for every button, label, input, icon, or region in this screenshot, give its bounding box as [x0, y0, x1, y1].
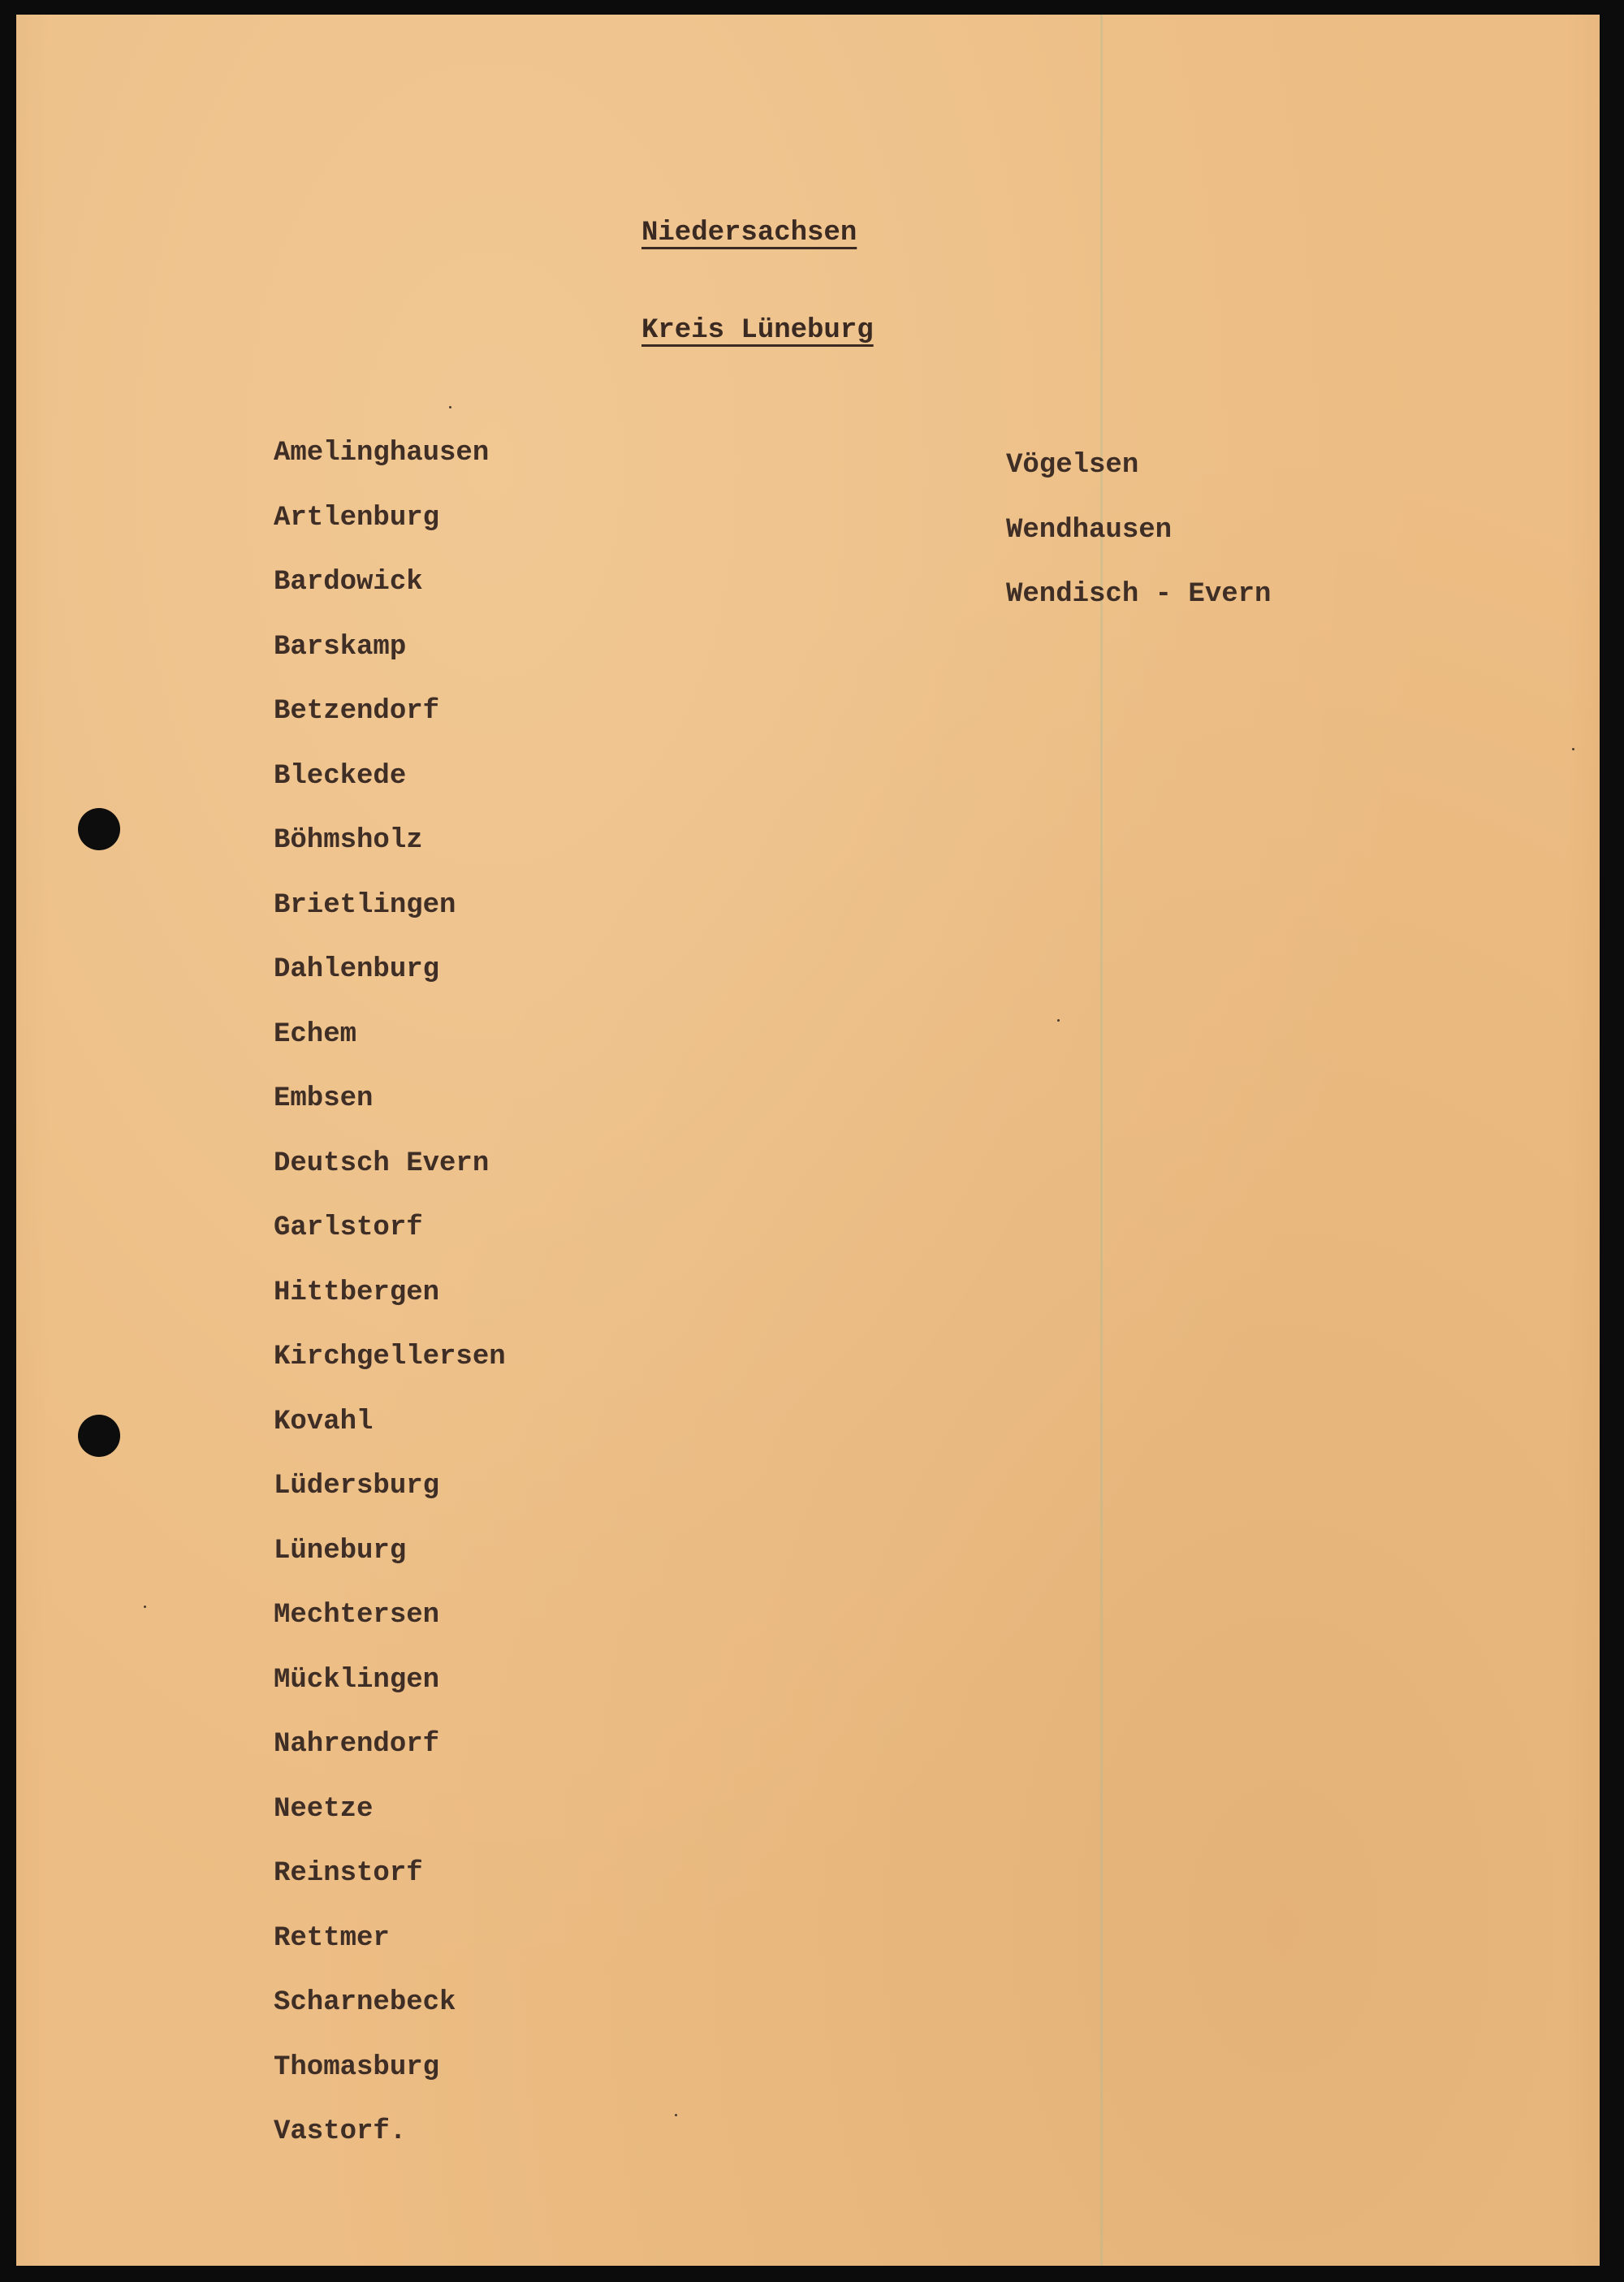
paper-speck [675, 2114, 677, 2116]
municipality-item: Kovahl [274, 1406, 374, 1437]
paper-speck [144, 1606, 146, 1608]
municipality-item: Reinstorf [274, 1858, 423, 1889]
municipality-item: Artlenburg [274, 502, 440, 534]
municipality-item: Dahlenburg [274, 954, 440, 985]
municipality-item: Thomasburg [274, 2051, 440, 2083]
municipality-list-left [274, 437, 506, 2180]
municipality-item: Böhmsholz [274, 825, 423, 856]
municipality-item: Barskamp [274, 631, 407, 663]
municipality-item: Rettmer [274, 1922, 390, 1954]
municipality-item: Vögelsen [1006, 450, 1139, 481]
municipality-item: Vastorf. [274, 2116, 407, 2147]
paper-speck [1572, 748, 1574, 750]
paper-sheet [16, 15, 1600, 2266]
paper-speck [1057, 1019, 1060, 1022]
municipality-item: Bardowick [274, 567, 423, 598]
municipality-item: Mücklingen [274, 1664, 440, 1696]
punch-hole-top [78, 808, 120, 850]
municipality-item: Scharnebeck [274, 1987, 456, 2018]
document-title: Niedersachsen [641, 218, 857, 249]
paper-speck [449, 406, 451, 408]
punch-hole-bottom [78, 1415, 120, 1457]
municipality-item: Hittbergen [274, 1277, 440, 1308]
municipality-item: Neetze [274, 1793, 374, 1825]
municipality-item: Brietlingen [274, 889, 456, 921]
municipality-item: Garlstorf [274, 1212, 423, 1243]
municipality-item: Amelinghausen [274, 438, 490, 469]
municipality-item: Wendhausen [1006, 514, 1173, 546]
municipality-item: Bleckede [274, 760, 407, 792]
municipality-item: Betzendorf [274, 696, 440, 727]
municipality-item: Echem [274, 1018, 357, 1050]
municipality-item: Kirchgellersen [274, 1342, 506, 1372]
municipality-item: Wendisch - Evern [1006, 579, 1272, 610]
municipality-item: Deutsch Evern [274, 1147, 490, 1179]
municipality-list-right [1006, 449, 1271, 643]
municipality-item: Nahrendorf [274, 1729, 440, 1760]
municipality-item: Mechtersen [274, 1600, 440, 1631]
municipality-item: Lüdersburg [274, 1471, 440, 1502]
document-subtitle: Kreis Lüneburg [641, 315, 874, 346]
municipality-item: Lüneburg [274, 1535, 407, 1567]
paper-fold-line [1100, 15, 1103, 2266]
municipality-item: Embsen [274, 1083, 374, 1114]
